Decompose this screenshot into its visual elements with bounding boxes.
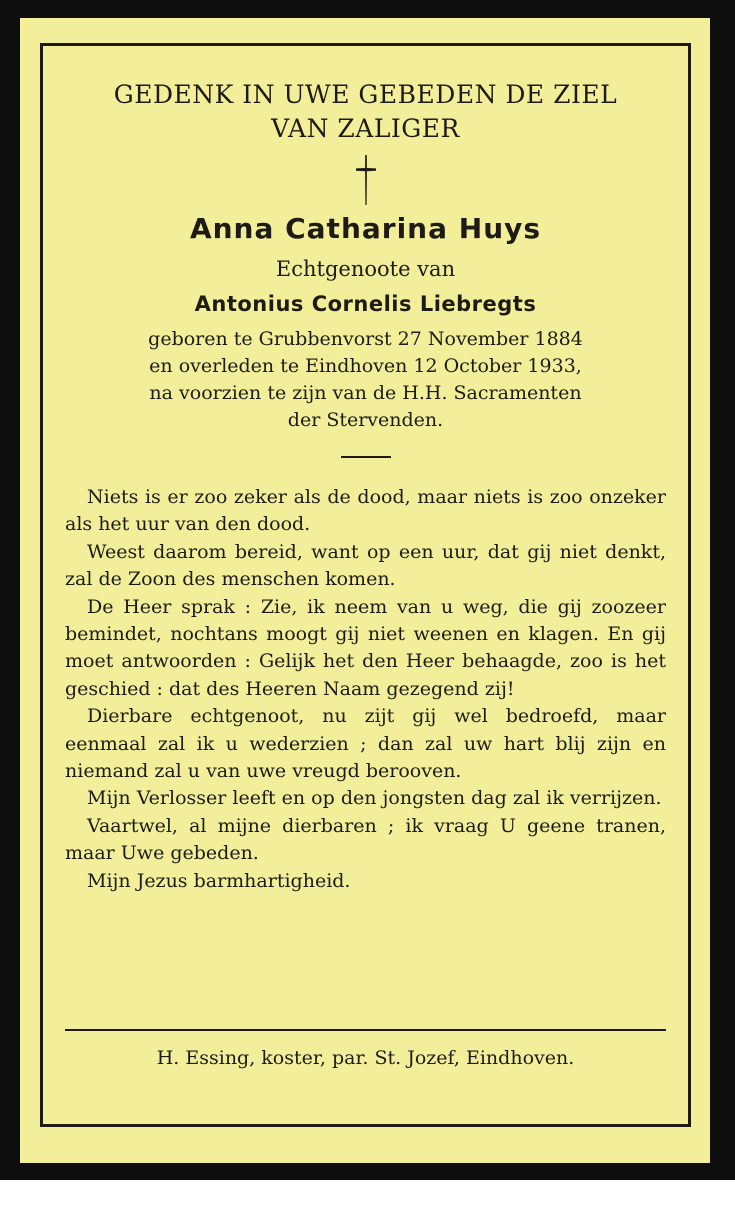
- card-heading: [65, 78, 666, 146]
- verses-block: [65, 484, 666, 895]
- card-frame: [40, 43, 691, 1127]
- verse-paragraph: Mijn Jezus barmhartigheid.: [87, 869, 351, 892]
- printer-credit: H. Essing, koster, par. St. Jozef, Eindhoven.: [156, 1047, 575, 1069]
- memorial-card: [20, 18, 710, 1163]
- relation-text: Echtgenoote van: [275, 257, 456, 281]
- verse-paragraph: De Heer sprak : Zie, ik neem van u weg, die gij zoozeer bemindet, nochtans moogt gij niet weenen en klagen. En gij moet antwoorden : Gelijk het den Heer behaagde, zoo is het geschied : dat des Heeren Naam gezegend zij!: [65, 595, 666, 700]
- verse-paragraph: Weest daarom bereid, want op een uur, dat gij niet denkt, zal de Zoon des menschen komen.: [65, 540, 666, 591]
- life-details: [65, 326, 666, 434]
- heading-line-2: VAN ZALIGER: [271, 114, 460, 143]
- cross-icon: [351, 154, 381, 206]
- verse-paragraph: Dierbare echtgenoot, nu zijt gij wel bedroefd, maar eenmaal zal ik u wederzien ; dan zal uw hart blij zijn en niemand zal u van uwe vreugd berooven.: [65, 705, 666, 783]
- birth-line: geboren te Grubbenvorst 27 November 1884: [148, 328, 583, 350]
- verse-paragraph: Niets is er zoo zeker als de dood, maar niets is zoo onzeker als het uur van den dood.: [65, 486, 666, 536]
- card-content: [65, 46, 666, 1124]
- deceased-name: Anna Catharina Huys: [189, 212, 542, 245]
- footer-rule: [65, 1029, 666, 1031]
- verse-paragraph: Vaartwel, al mijne dierbaren ; ik vraag U geene tranen, maar Uwe gebeden.: [65, 814, 666, 865]
- death-line: en overleden te Eindhoven 12 October 1933,: [149, 355, 582, 377]
- verse-paragraph: Mijn Verlosser leeft en op den jongsten dag zal ik verrijzen.: [87, 787, 662, 810]
- heading-line-1: GEDENK IN UWE GEBEDEN DE ZIEL: [113, 80, 618, 109]
- spouse-name: Antonius Cornelis Liebregts: [194, 292, 537, 316]
- sacraments-line: na voorzien te zijn van de H.H. Sacramenten: [149, 382, 582, 404]
- sacraments-line-end: der Stervenden.: [287, 409, 444, 431]
- section-divider: [341, 456, 391, 458]
